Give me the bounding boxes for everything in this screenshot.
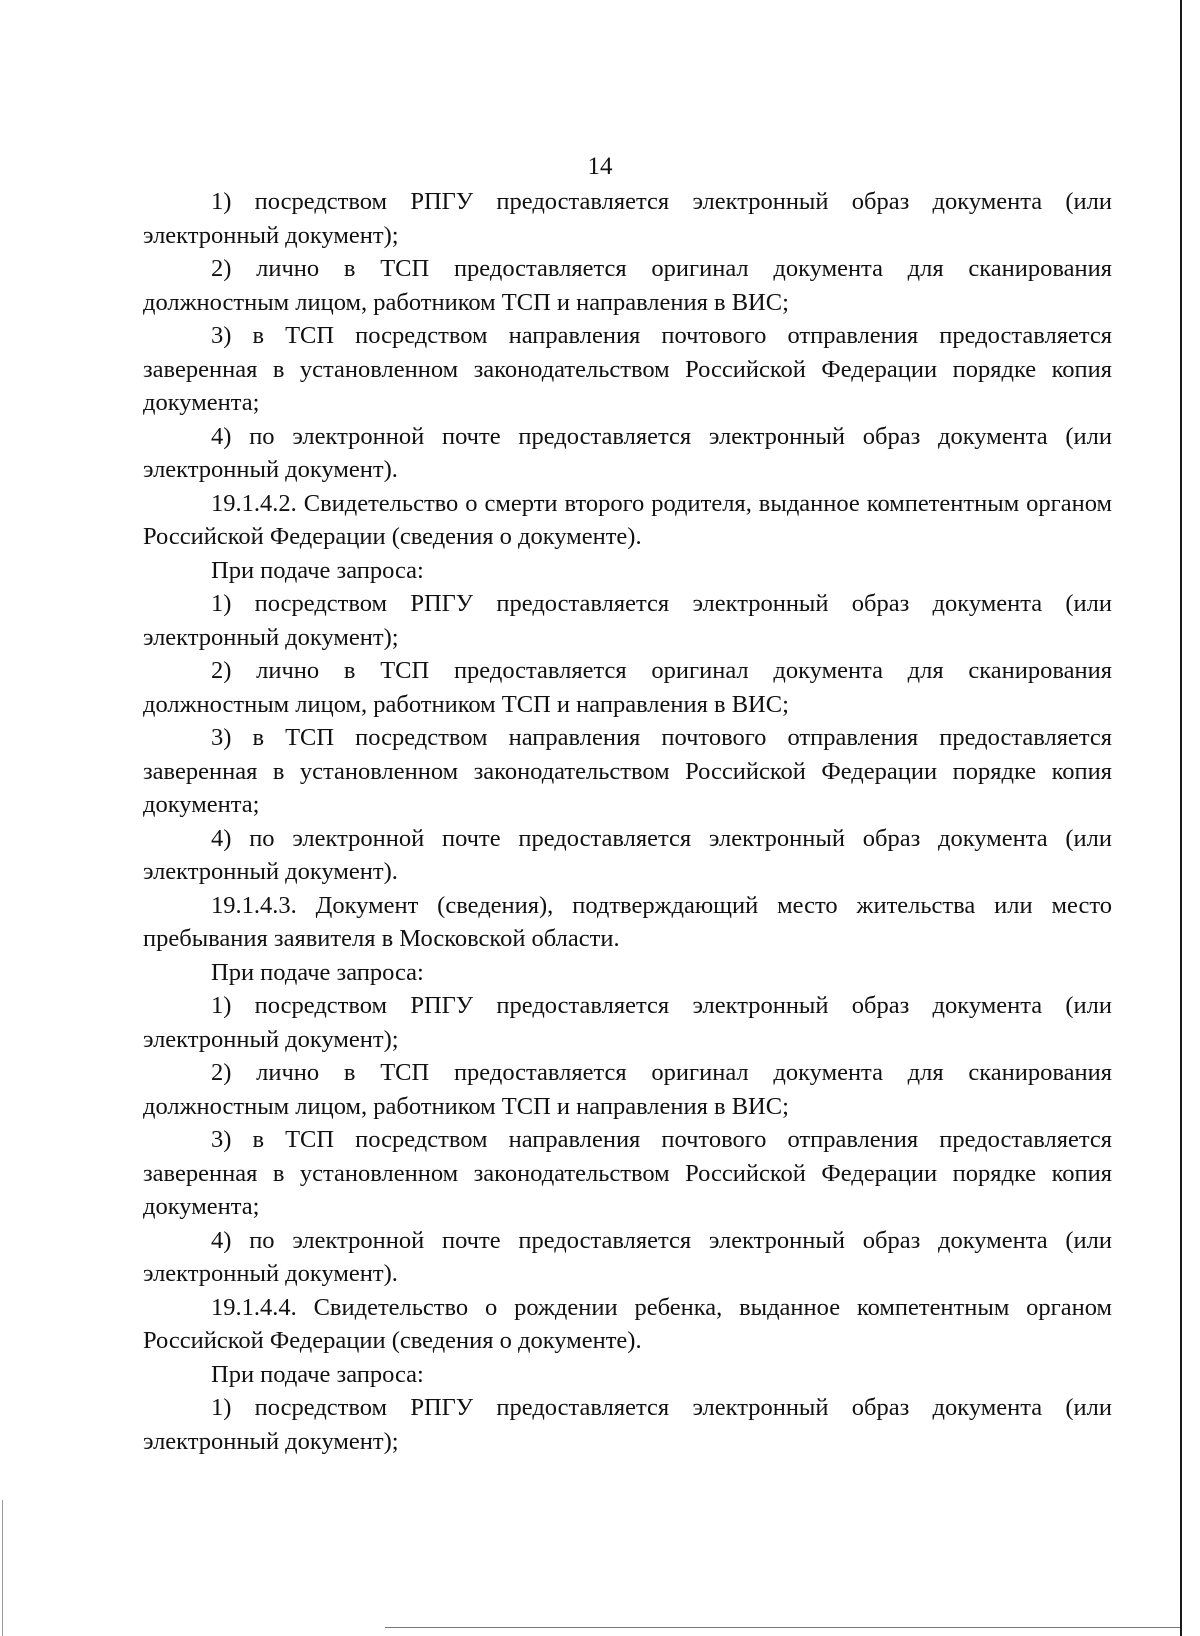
request-intro: При подаче запроса:: [211, 958, 424, 986]
paragraph: 2) лично в ТСП предоставляется оригинал документа для сканирования должностным лицом, работником ТСП и направления в ВИС;: [143, 255, 1112, 316]
section-heading-paragraph: 19.1.4.2. Свидетельство о смерти второго родителя, выданное компетентным органом Российской Федерации (сведения о документе).: [143, 489, 1112, 550]
paragraph: 1) посредством РПГУ предоставляется электронный образ документа (или электронный документ);: [143, 188, 1112, 249]
paragraph: 3) в ТСП посредством направления почтового отправления предоставляется заверенная в установленном законодательством Российской Федерации порядке копия документа;: [143, 322, 1112, 416]
scan-border-right: [1180, 0, 1182, 1636]
paragraph: 2) лично в ТСП предоставляется оригинал документа для сканирования должностным лицом, работником ТСП и направления в ВИС;: [143, 1059, 1112, 1120]
paragraph: 1) посредством РПГУ предоставляется электронный образ документа (или электронный документ);: [143, 1394, 1112, 1455]
paragraph: 2) лично в ТСП предоставляется оригинал документа для сканирования должностным лицом, работником ТСП и направления в ВИС;: [143, 657, 1112, 718]
request-intro: При подаче запроса:: [211, 556, 424, 584]
paragraph: 1) посредством РПГУ предоставляется электронный образ документа (или электронный документ);: [143, 992, 1112, 1053]
scan-border-bottom: [385, 1627, 1180, 1628]
paragraph: 1) посредством РПГУ предоставляется электронный образ документа (или электронный документ);: [143, 590, 1112, 651]
section-heading-paragraph: 19.1.4.3. Документ (сведения), подтверждающий место жительства или место пребывания заявителя в Московской области.: [143, 891, 1112, 952]
scan-border-left: [2, 1500, 3, 1636]
paragraph: 3) в ТСП посредством направления почтового отправления предоставляется заверенная в установленном законодательством Российской Федерации порядке копия документа;: [143, 1126, 1112, 1220]
paragraph: 4) по электронной почте предоставляется электронный образ документа (или электронный документ).: [143, 422, 1112, 483]
paragraph: 3) в ТСП посредством направления почтового отправления предоставляется заверенная в установленном законодательством Российской Федерации порядке копия документа;: [143, 724, 1112, 818]
paragraph: 4) по электронной почте предоставляется электронный образ документа (или электронный документ).: [143, 824, 1112, 885]
request-intro: При подаче запроса:: [211, 1360, 424, 1388]
document-body: [143, 185, 1112, 1458]
section-heading-paragraph: 19.1.4.4. Свидетельство о рождении ребенка, выданное компетентным органом Российской Федерации (сведения о документе).: [143, 1293, 1112, 1354]
paragraph: 4) по электронной почте предоставляется электронный образ документа (или электронный документ).: [143, 1226, 1112, 1287]
page-number: 14: [587, 153, 613, 180]
